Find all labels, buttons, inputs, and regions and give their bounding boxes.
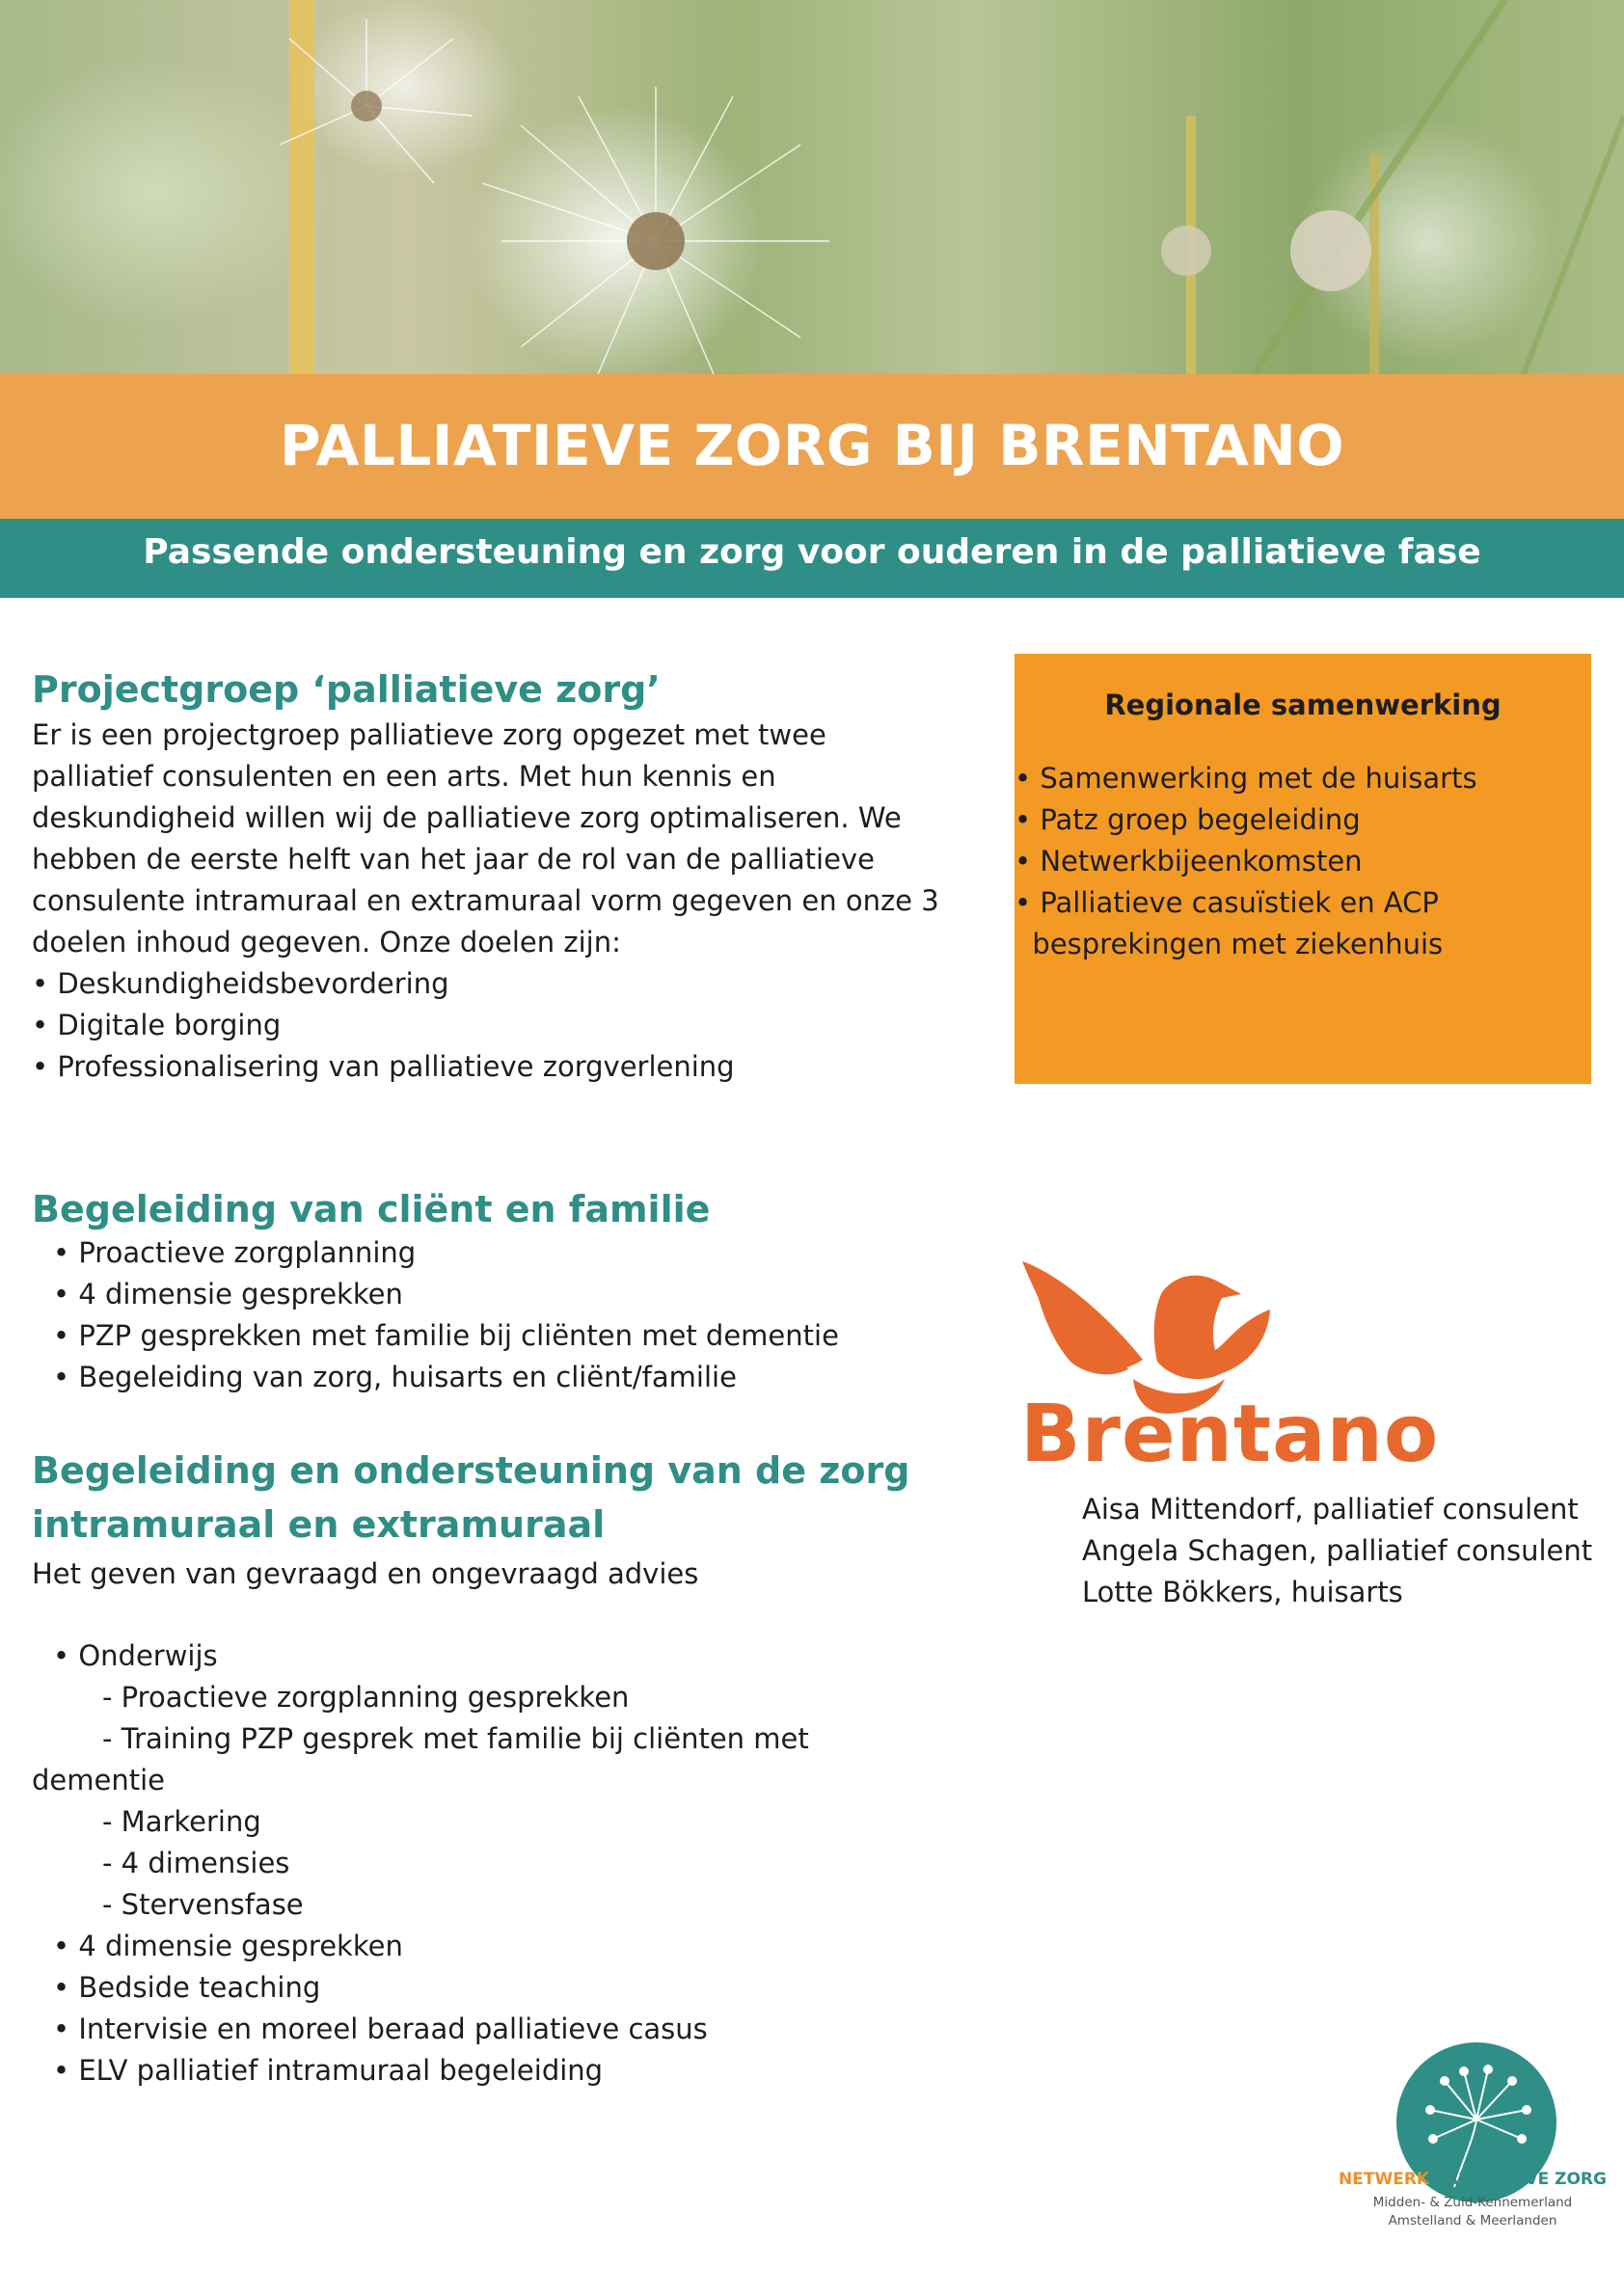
sub-list-item: - Training PZP gesprek met familie bij cliënten met (102, 1722, 809, 1755)
page-title: PALLIATIEVE ZORG BIJ BRENTANO (279, 413, 1345, 478)
list-item: • Begeleiding van zorg, huisarts en cliënt/familie (53, 1361, 737, 1393)
regional-box-title: Regionale samenwerking (1104, 689, 1502, 721)
list-item: • PZP gesprekken met familie bij cliënten met dementie (53, 1319, 839, 1352)
projectgroep-paragraph (32, 715, 958, 963)
begeleiding-zorg-list (32, 1635, 809, 2092)
paragraph-line: hebben de eerste helft van het jaar de rol van de palliatieve (32, 843, 875, 876)
sub-list-item: - Proactieve zorgplanning gesprekken (102, 1681, 630, 1714)
begeleiding-zorg-intro: Het geven van gevraagd en ongevraagd advies (32, 1557, 699, 1590)
sub-list-item: - 4 dimensies (102, 1847, 290, 1879)
list-item: • Samenwerking met de huisarts (1015, 762, 1477, 795)
sub-list-item: - Markering (102, 1805, 261, 1838)
list-item: • Bedside teaching (53, 1971, 321, 2004)
npz-logo-title (1333, 2170, 1612, 2189)
list-item: • Professionalisering van palliatieve zorgverlening (32, 1050, 735, 1083)
begeleiding-zorg-heading: Begeleiding en ondersteuning van de zorg (32, 1449, 910, 1492)
begeleiding-client-heading: Begeleiding van cliënt en familie (32, 1188, 711, 1230)
hero-image (0, 0, 1624, 374)
list-item: • Palliatieve casuïstiek en ACP (1015, 886, 1439, 919)
paragraph-line: Er is een projectgroep palliatieve zorg opgezet met twee (32, 718, 826, 751)
begeleiding-client-list (32, 1232, 839, 1398)
list-item: • Onderwijs (53, 1639, 218, 1672)
list-item: • Digitale borging (32, 1009, 282, 1041)
brentano-logo-text: Brentano (1020, 1389, 1440, 1480)
goals-list (32, 963, 735, 1088)
list-item: • 4 dimensie gesprekken (53, 1930, 403, 1962)
sub-list-item: - Stervensfase (102, 1888, 304, 1921)
page-subtitle: Passende ondersteuning en zorg voor ouderen in de palliatieve fase (143, 532, 1481, 572)
npz-title-pz: PALLIATIEVE ZORG (1435, 2170, 1607, 2189)
npz-region-line: Amstelland & Meerlanden (1388, 2213, 1557, 2228)
regional-box (1015, 654, 1591, 1084)
list-item: • Proactieve zorgplanning (53, 1236, 417, 1269)
list-item: • Intervisie en moreel beraad palliatieve casus (53, 2012, 708, 2045)
paragraph-line: palliatief consulenten en een arts. Met hun kennis en (32, 760, 776, 793)
sub-list-item-continuation: dementie (32, 1764, 165, 1796)
list-item: • Netwerkbijeenkomsten (1015, 845, 1363, 878)
contact-people-list (1082, 1489, 1592, 1613)
paragraph-line: doelen inhoud gegeven. Onze doelen zijn: (32, 926, 621, 959)
contact-person: Lotte Bökkers, huisarts (1082, 1576, 1403, 1608)
dandelion-illustration (0, 0, 1624, 374)
npz-title-network: NETWERK (1339, 2170, 1430, 2189)
list-item: • ELV palliatief intramuraal begeleiding (53, 2054, 604, 2087)
paragraph-line: deskundigheid willen wij de palliatieve zorg optimaliseren. We (32, 801, 902, 834)
begeleiding-zorg-heading-2: intramuraal en extramuraal (32, 1503, 606, 1546)
contact-person: Angela Schagen, palliatief consulent (1082, 1534, 1593, 1567)
projectgroep-heading: Projectgroep ‘palliatieve zorg’ (32, 668, 661, 711)
contact-person: Aisa Mittendorf, palliatief consulent (1082, 1493, 1579, 1526)
list-item: • Deskundigheidsbevordering (32, 967, 449, 1000)
list-item: besprekingen met ziekenhuis (1015, 928, 1444, 960)
regional-box-list (1015, 758, 1477, 965)
paragraph-line: consulente intramuraal en extramuraal vorm gegeven en onze 3 (32, 884, 939, 917)
npz-region-line: Midden- & Zuid-Kennemerland (1372, 2195, 1573, 2210)
list-item: • Patz groep begeleiding (1015, 803, 1361, 836)
list-item: • 4 dimensie gesprekken (53, 1278, 403, 1310)
